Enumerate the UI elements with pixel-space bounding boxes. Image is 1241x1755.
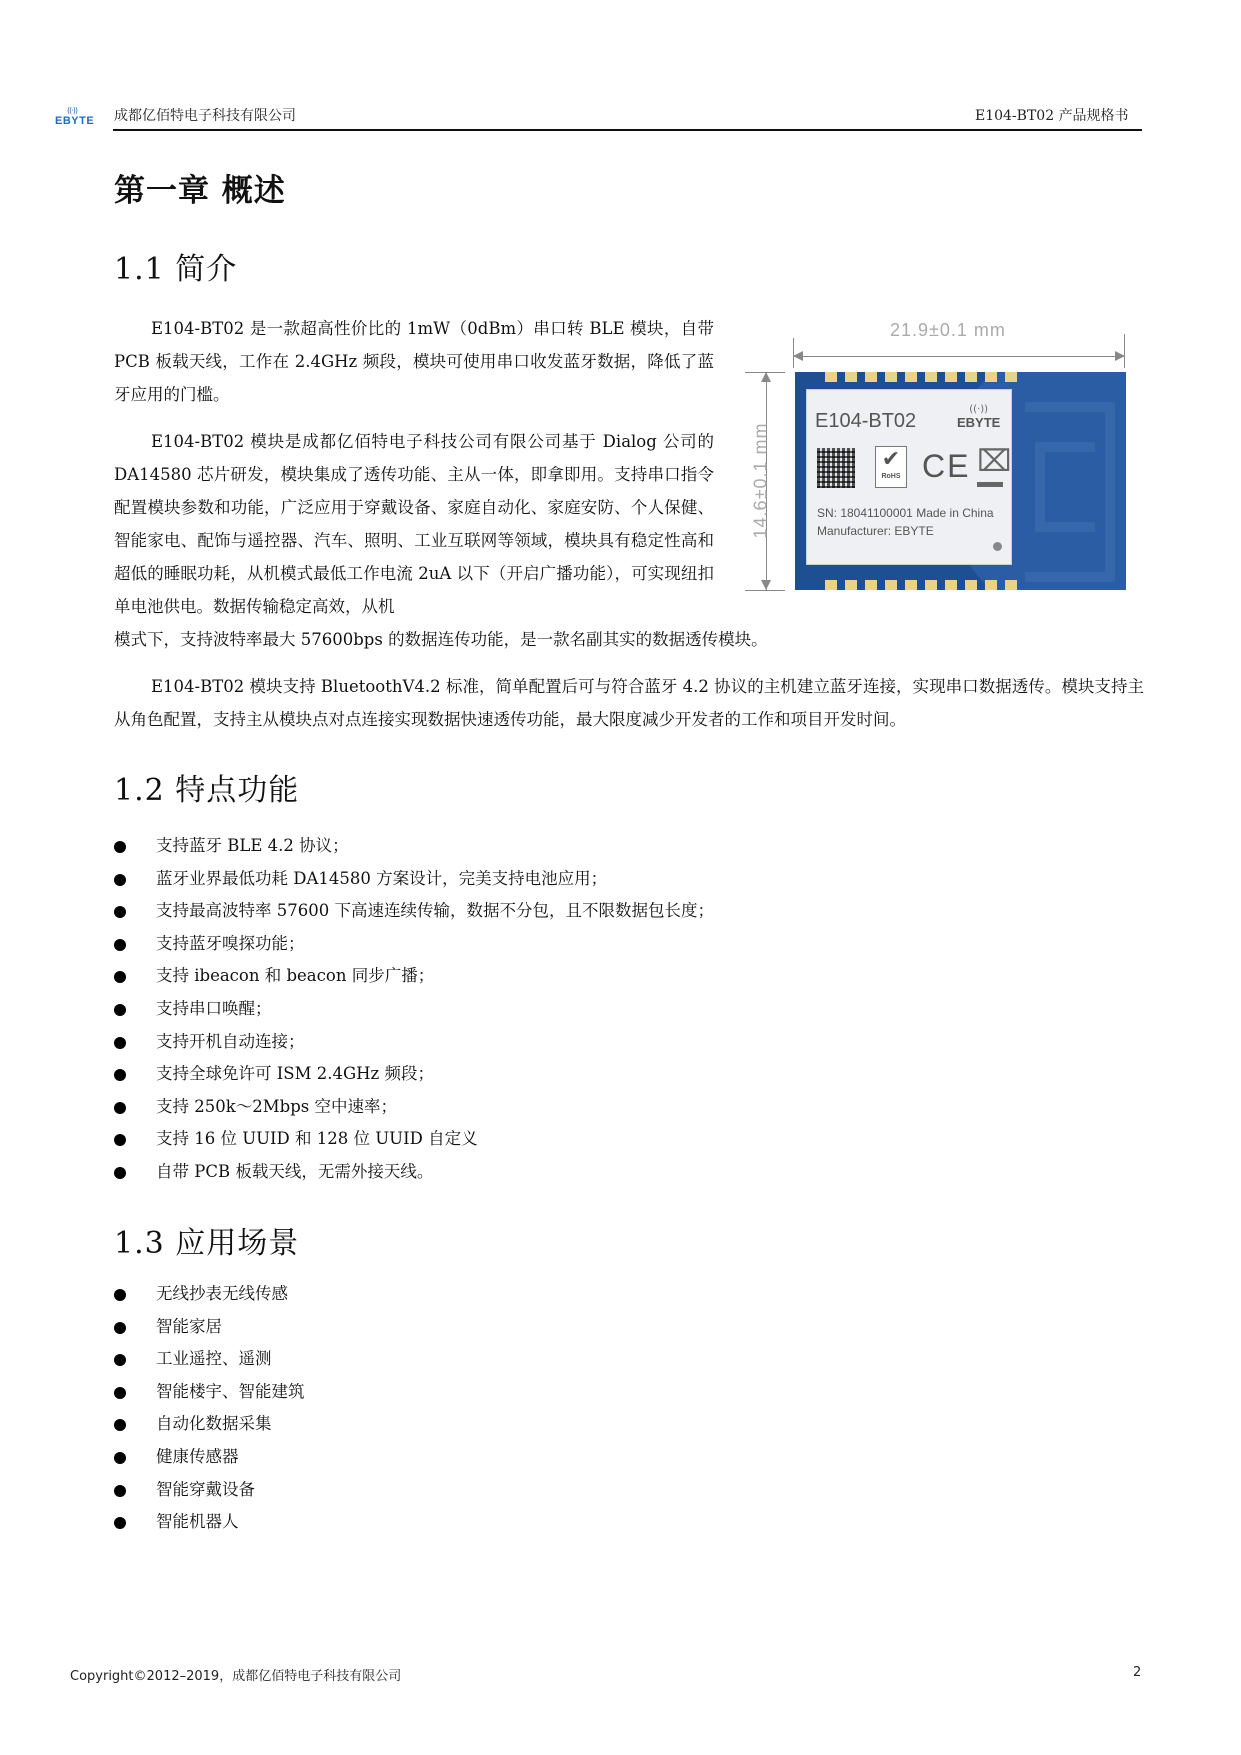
arrow-left-icon bbox=[793, 351, 803, 361]
ebyte-logo bbox=[55, 106, 99, 128]
module-brand-logo bbox=[957, 404, 1000, 430]
bullet-icon bbox=[114, 1037, 126, 1049]
list-item: 支持 16 位 UUID 和 128 位 UUID 自定义 bbox=[112, 1123, 714, 1156]
chapter-title: 第一章 概述 bbox=[114, 173, 286, 209]
bullet-icon bbox=[114, 1167, 126, 1179]
applications-list bbox=[112, 1278, 305, 1539]
bullet-icon bbox=[114, 1069, 126, 1081]
width-dimension-label: 21.9±0.1 mm bbox=[890, 320, 1006, 340]
module-pcb bbox=[795, 372, 1126, 590]
list-item: 支持串口唤醒； bbox=[112, 993, 714, 1026]
manufacturer-text: Manufacturer: EBYTE bbox=[817, 524, 934, 538]
bullet-icon bbox=[114, 1322, 126, 1334]
bullet-icon bbox=[114, 1289, 126, 1301]
features-list bbox=[112, 830, 714, 1189]
list-item: 智能楼宇、智能建筑 bbox=[112, 1376, 305, 1409]
header-divider bbox=[113, 129, 1142, 131]
bullet-icon bbox=[114, 1517, 126, 1529]
bullet-icon bbox=[114, 1452, 126, 1464]
bullet-icon bbox=[114, 1102, 126, 1114]
list-item: 支持最高波特率 57600 下高速连续传输，数据不分包，且不限数据包长度； bbox=[112, 895, 714, 928]
list-item: 支持蓝牙嗅探功能； bbox=[112, 928, 714, 961]
bullet-icon bbox=[114, 1134, 126, 1146]
weee-bin-icon: ⌧ bbox=[977, 444, 1012, 479]
pads-top bbox=[825, 372, 1017, 382]
list-item: 支持蓝牙 BLE 4.2 协议； bbox=[112, 830, 714, 863]
list-item: 支持开机自动连接； bbox=[112, 1026, 714, 1059]
arrow-down-icon bbox=[761, 580, 771, 590]
module-model-text: E104-BT02 bbox=[815, 410, 917, 432]
intro-paragraph-2-continued: 模式下，支持波特率最大 57600bps 的数据连传功能，是一款名副其实的数据透传模块。 bbox=[114, 630, 768, 649]
bullet-icon bbox=[114, 971, 126, 983]
section-title-features: 1.2 特点功能 bbox=[114, 773, 300, 808]
bullet-icon bbox=[114, 1354, 126, 1366]
header-company-name: 成都亿佰特电子科技有限公司 bbox=[114, 108, 296, 124]
arrow-right-icon bbox=[1115, 351, 1125, 361]
list-item: 无线抄表无线传感 bbox=[112, 1278, 305, 1311]
pads-bottom bbox=[825, 580, 1017, 590]
section-title-intro: 1.1 简介 bbox=[114, 252, 238, 287]
bullet-icon bbox=[114, 841, 126, 853]
height-dimension-label: 14.6±0.1 mm bbox=[750, 422, 771, 539]
logo-text: EBYTE bbox=[55, 115, 95, 127]
pcb-antenna-trace bbox=[1035, 442, 1095, 532]
header-doc-title: E104-BT02 产品规格书 bbox=[975, 108, 1129, 124]
list-item: 支持 ibeacon 和 beacon 同步广播； bbox=[112, 960, 714, 993]
wireless-waves-icon: ((·)) bbox=[969, 404, 989, 415]
list-item: 支持 250k～2Mbps 空中速率； bbox=[112, 1091, 714, 1124]
intro-paragraph-2: E104-BT02 模块是成都亿佰特电子科技公司有限公司基于 Dialog 公司的 DA14580 芯片研发，模块集成了透传功能、主从一体，即拿即用。支持串口指令配置模块参数和功能，广泛应用于穿戴设备、家庭自动化、家庭安防、个人保健、智能家电、配饰与遥控器、汽车、照明、工业互联网等领域，模块具有稳定性高和超低的睡眠功耗，从机模式最低工作电流 2uA 以下（开启广播功能），可实现纽扣单电池供电。数据传输稳定高效，从机 bbox=[114, 432, 714, 616]
wireless-waves-icon: ((·)) bbox=[67, 106, 78, 115]
list-item: 智能家居 bbox=[112, 1311, 305, 1344]
width-dimension-line bbox=[793, 356, 1125, 357]
pin1-marker bbox=[993, 542, 1002, 551]
list-item: 支持全球免许可 ISM 2.4GHz 频段； bbox=[112, 1058, 714, 1091]
footer-copyright: Copyright©2012–2019，成都亿佰特电子科技有限公司 bbox=[70, 1669, 402, 1684]
module-shield-label bbox=[806, 389, 1012, 565]
qr-code-icon bbox=[817, 448, 855, 488]
bullet-icon bbox=[114, 874, 126, 886]
section-title-applications: 1.3 应用场景 bbox=[114, 1226, 300, 1261]
bullet-icon bbox=[114, 1387, 126, 1399]
dimension-tick bbox=[745, 590, 785, 591]
checkmark-icon: ✔ bbox=[881, 447, 901, 472]
serial-number-text: SN: 18041100001 Made in China bbox=[817, 506, 994, 520]
intro-paragraph-3: E104-BT02 模块支持 BluetoothV4.2 标准，简单配置后可与符合蓝牙 4.2 协议的主机建立蓝牙连接，实现串口数据透传。模块支持主从角色配置，支持主从模块点对点连接实现数据快速透传功能，最大限度减少开发者的工作和项目开发时间。 bbox=[114, 677, 1144, 729]
module-brand-text: EBYTE bbox=[957, 415, 1001, 430]
intro-paragraph-1: E104-BT02 是一款超高性价比的 1mW（0dBm）串口转 BLE 模块，自带 PCB 板载天线，工作在 2.4GHz 频段，模块可使用串口收发蓝牙数据，降低了蓝牙应用的门槛。 bbox=[114, 319, 714, 404]
bullet-icon bbox=[114, 906, 126, 918]
list-item: 工业遥控、遥测 bbox=[112, 1343, 305, 1376]
ce-mark-icon: CE bbox=[922, 448, 971, 484]
bullet-icon bbox=[114, 1485, 126, 1497]
bullet-icon bbox=[114, 1004, 126, 1016]
weee-bar bbox=[977, 482, 1003, 487]
page-number: 2 bbox=[1133, 1665, 1142, 1680]
arrow-up-icon bbox=[761, 372, 771, 382]
list-item: 自带 PCB 板载天线，无需外接天线。 bbox=[112, 1156, 714, 1189]
list-item: 智能机器人 bbox=[112, 1506, 305, 1539]
list-item: 自动化数据采集 bbox=[112, 1408, 305, 1441]
module-dimension-figure bbox=[735, 320, 1130, 595]
list-item: 蓝牙业界最低功耗 DA14580 方案设计，完美支持电池应用； bbox=[112, 863, 714, 896]
bullet-icon bbox=[114, 939, 126, 951]
list-item: 智能穿戴设备 bbox=[112, 1474, 305, 1507]
bullet-icon bbox=[114, 1419, 126, 1431]
rohs-icon: ✔ RoHS bbox=[875, 446, 907, 488]
list-item: 健康传感器 bbox=[112, 1441, 305, 1474]
